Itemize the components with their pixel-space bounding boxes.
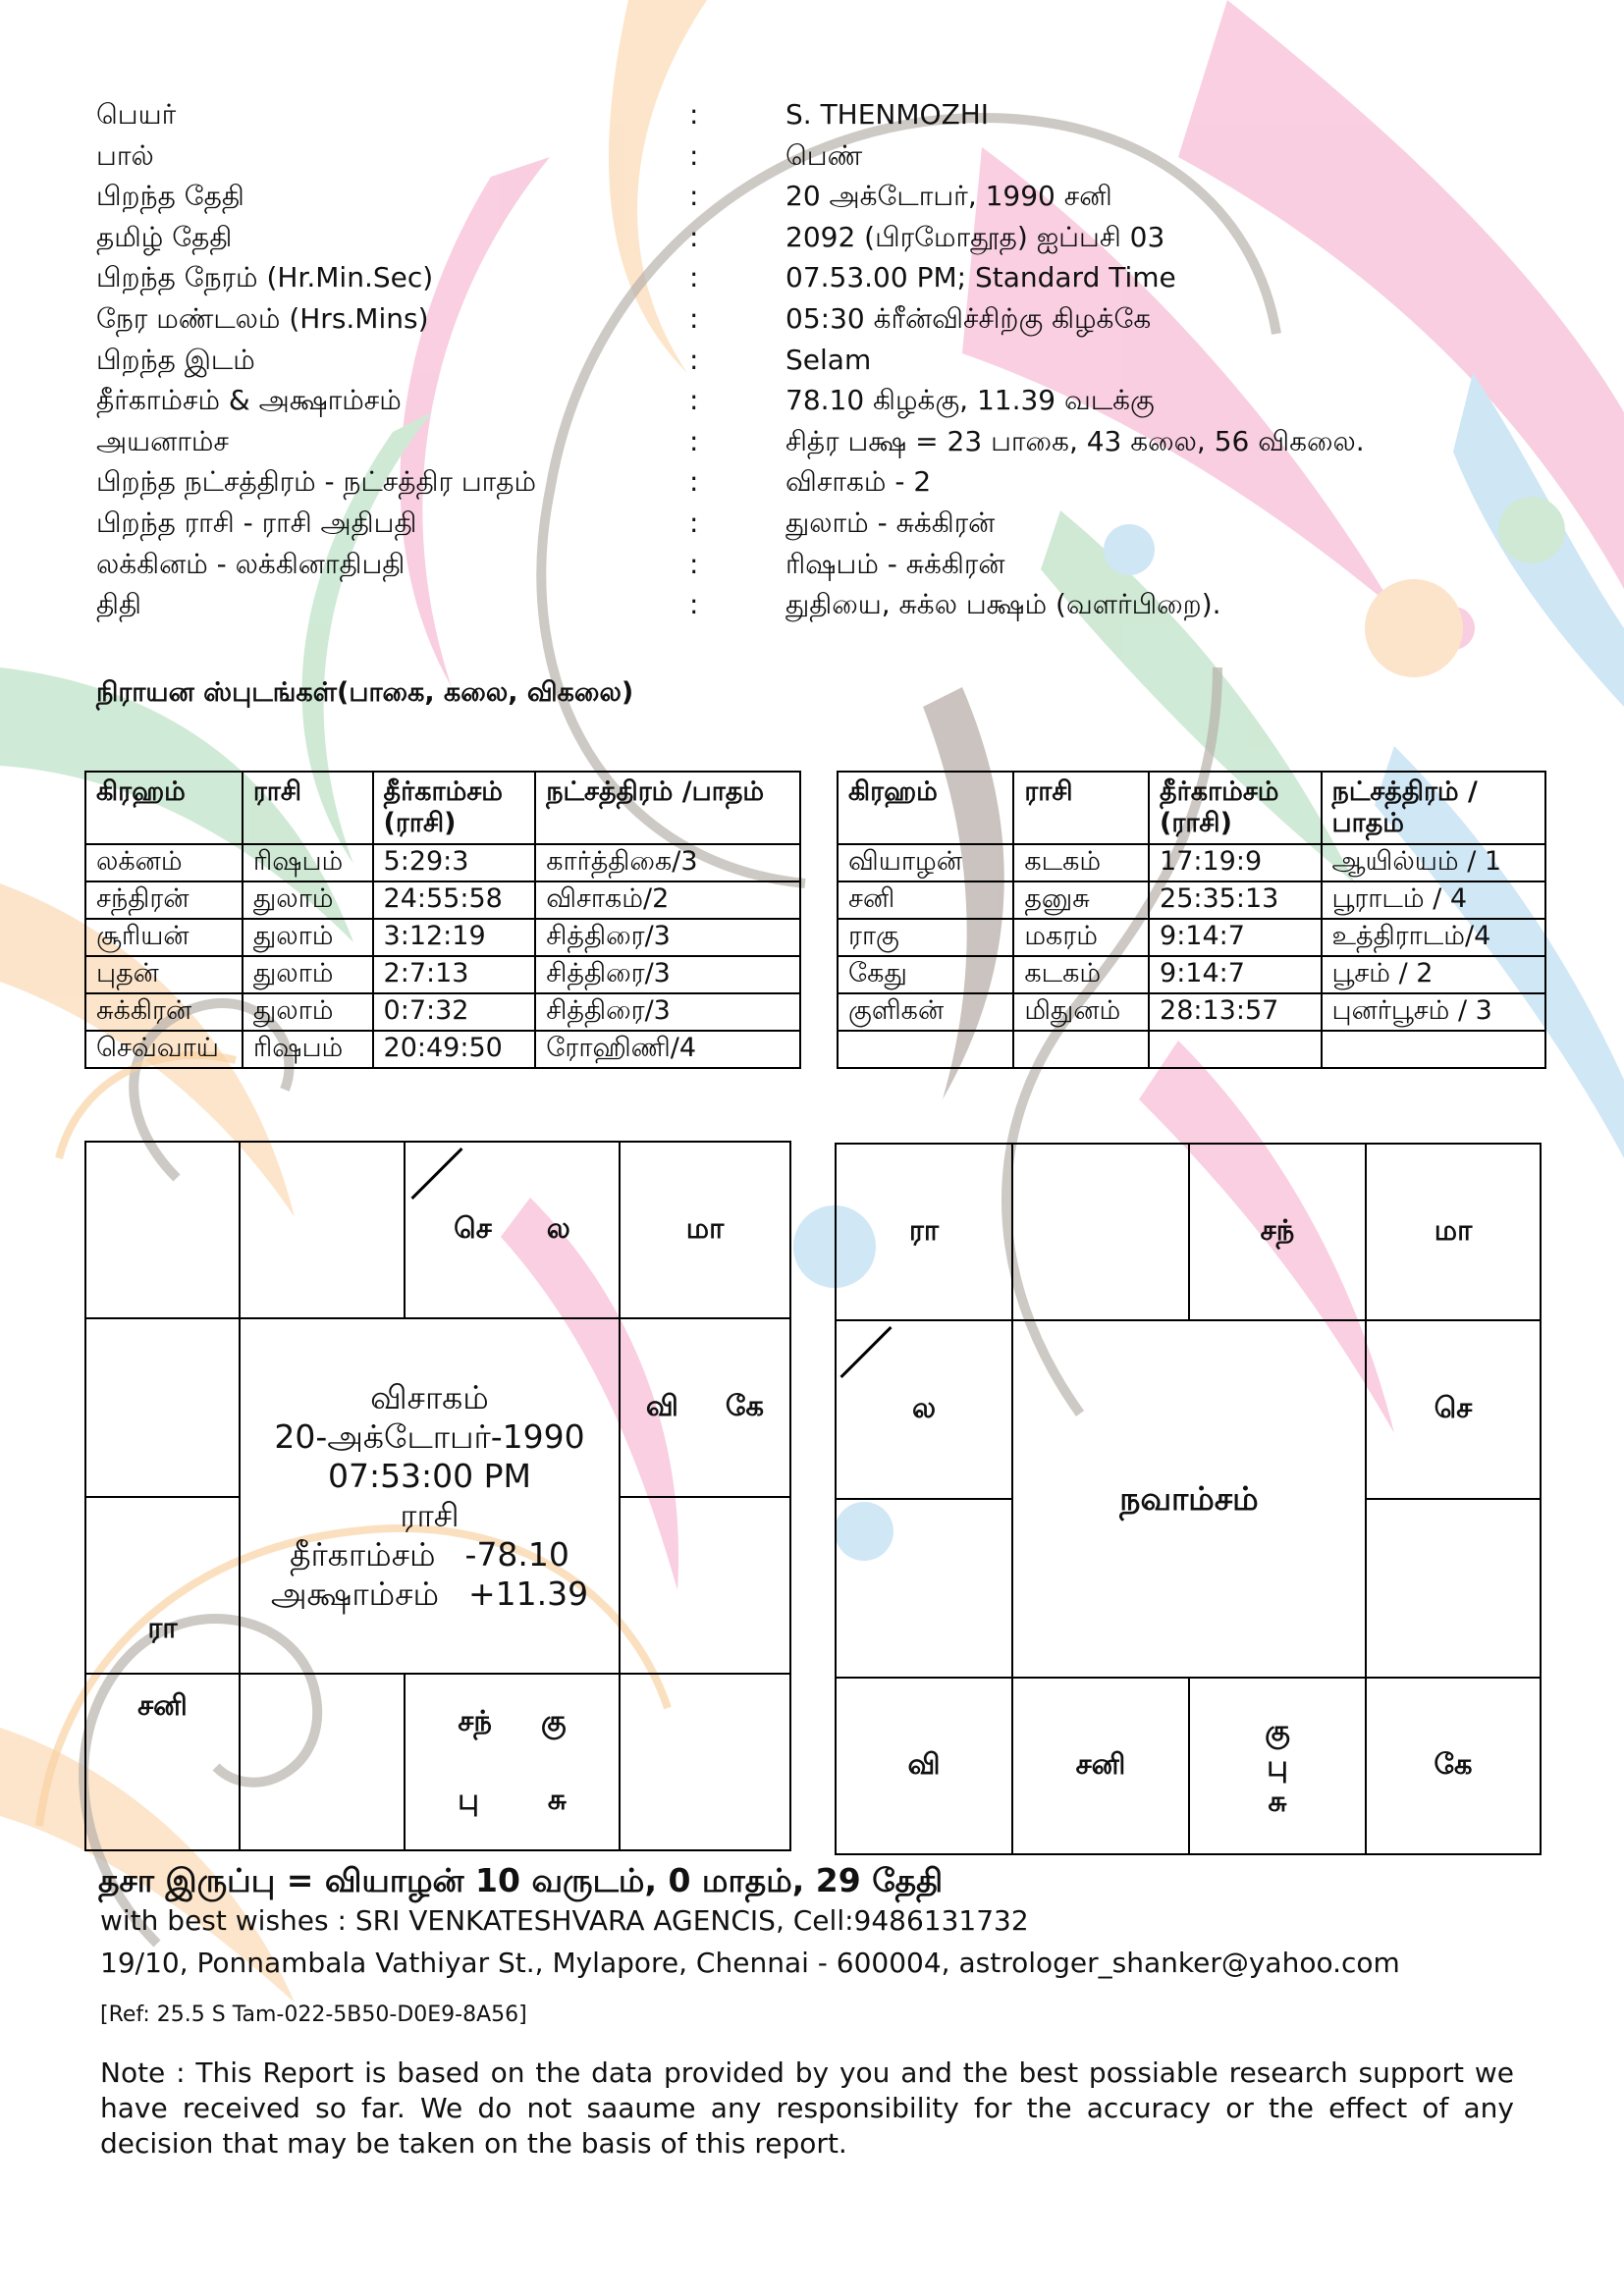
table-cell: புதன் (85, 956, 243, 993)
table-cell: 5:29:3 (373, 844, 536, 881)
detail-label: பிறந்த நேரம் (Hr.Min.Sec) (96, 261, 434, 294)
table-cell: தனுசு (1013, 881, 1149, 919)
navamsa-house-5 (835, 1319, 1013, 1500)
planet-label: ல (546, 1211, 570, 1245)
table-row (838, 919, 1545, 956)
table-cell: கார்த்திகை/3 (535, 844, 800, 881)
table-row (838, 881, 1545, 919)
table-row (85, 1031, 800, 1068)
rasi-house-tula (404, 1673, 621, 1851)
table-cell: விசாகம்/2 (535, 881, 800, 919)
detail-value: துலாம் - சுக்கிரன் (785, 506, 996, 539)
detail-value: துதியை, சுக்ல பக்ஷம் (வளர்பிறை). (785, 588, 1221, 621)
navamsa-house-3 (1188, 1143, 1367, 1321)
detail-label: பிறந்த தேதி (96, 180, 244, 213)
detail-row (96, 298, 1471, 340)
navamsa-house-4 (1365, 1143, 1542, 1321)
lagna-marker (839, 1326, 892, 1378)
detail-separator: : (689, 547, 699, 580)
disclaimer-note: Note : This Report is based on the data provided by you and the best possiable research support we have received so far. We do not saaume any responsibility for the accuracy or the effect of any decision that may be taken on the basis of this report. (100, 2056, 1514, 2160)
table-cell: கடகம் (1013, 956, 1149, 993)
detail-row (96, 217, 1471, 258)
rasi-house-kanya (619, 1673, 791, 1851)
detail-label: பிறந்த ராசி - ராசி அதிபதி (96, 506, 417, 539)
table-cell: துலாம் (243, 881, 373, 919)
table-cell: 0:7:32 (373, 993, 536, 1031)
col-graham: கிரஹம் (838, 772, 1013, 844)
table-cell: ரிஷபம் (243, 1031, 373, 1068)
table-cell: ரிஷபம் (243, 844, 373, 881)
table-cell (1149, 1031, 1321, 1068)
detail-row (96, 503, 1471, 544)
table-cell: 28:13:57 (1149, 993, 1321, 1031)
detail-value: சித்ர பக்ஷ = 23 பாகை, 43 கலை, 56 விகலை. (785, 424, 1365, 457)
detail-label: தமிழ் தேதி (96, 220, 233, 253)
detail-separator: : (689, 424, 699, 457)
planet-label: ரா (908, 1213, 940, 1247)
table-cell: சந்திரன் (85, 881, 243, 919)
detail-value: ரிஷபம் - சுக்கிரன் (785, 547, 1005, 580)
detail-label: திதி (96, 588, 141, 621)
rasi-house-rishaba (404, 1141, 621, 1319)
table-cell: துலாம் (243, 919, 373, 956)
col-graham: கிரஹம் (85, 772, 243, 844)
latitude-label: அக்ஷாம்சம் (270, 1575, 440, 1613)
table-cell: சித்திரை/3 (535, 956, 800, 993)
detail-label: லக்கினம் - லக்கினாதிபதி (96, 547, 406, 580)
table-cell: உத்திராடம்/4 (1322, 919, 1545, 956)
table-cell: ரோஹிணி/4 (535, 1031, 800, 1068)
table-cell: கடகம் (1013, 844, 1149, 881)
col-degree: தீர்காம்சம் (ராசி) (373, 772, 536, 844)
latitude-value: +11.39 (468, 1575, 589, 1613)
detail-separator: : (689, 506, 699, 539)
table-cell: 9:14:7 (1149, 919, 1321, 956)
col-degree: தீர்காம்சம் (ராசி) (1149, 772, 1321, 844)
detail-row (96, 461, 1471, 503)
navamsa-house-8 (1365, 1498, 1542, 1679)
detail-label: அயனாம்ச (96, 424, 229, 457)
col-star: நட்சத்திரம் /பாதம் (535, 772, 800, 844)
navamsa-chart-center (1011, 1319, 1367, 1679)
planet-label: சந் (458, 1704, 493, 1737)
rasi-house-mithuna (619, 1141, 791, 1319)
rasi-chart (84, 1141, 791, 1851)
rasi-house-kataka (619, 1317, 791, 1498)
detail-separator: : (689, 261, 699, 294)
planet-label: மா (685, 1211, 725, 1245)
detail-separator: : (689, 138, 699, 172)
detail-row (96, 544, 1471, 585)
detail-separator: : (689, 180, 699, 213)
planet-label: கு (1265, 1714, 1290, 1747)
navamsa-house-1 (835, 1143, 1013, 1321)
detail-label: பிறந்த இடம் (96, 343, 255, 376)
table-cell: ஆயில்யம் / 1 (1322, 844, 1545, 881)
detail-value: 05:30 க்ரீன்விச்சிற்கு கிழக்கே (785, 301, 1152, 335)
planet-table-left (84, 771, 801, 1069)
table-row (838, 1031, 1545, 1068)
table-cell: புனர்பூசம் / 3 (1322, 993, 1545, 1031)
navamsa-house-7 (835, 1498, 1013, 1679)
table-cell: பூராடம் / 4 (1322, 881, 1545, 919)
planet-table-right (837, 771, 1546, 1069)
center-type: ராசி (400, 1496, 460, 1534)
col-star: நட்சத்திரம் /பாதம் (1322, 772, 1545, 844)
rasi-chart-center (239, 1317, 621, 1675)
table-cell: துலாம் (243, 956, 373, 993)
detail-separator: : (689, 343, 699, 376)
table-cell: 25:35:13 (1149, 881, 1321, 919)
planet-label: மா (1434, 1213, 1473, 1247)
table-row (838, 956, 1545, 993)
table-cell: சூரியன் (85, 919, 243, 956)
detail-value: Selam (785, 343, 872, 376)
planet-label: ரா (147, 1611, 178, 1644)
table-row (85, 881, 800, 919)
planet-label: பு (458, 1783, 479, 1816)
detail-value: விசாகம் - 2 (785, 465, 932, 499)
table-row (85, 844, 800, 881)
navamsa-house-13 (835, 1677, 1013, 1855)
table-row (85, 919, 800, 956)
planet-label: செ (454, 1211, 492, 1245)
table-cell: மிதுனம் (1013, 993, 1149, 1031)
planet-label: பு (1267, 1749, 1288, 1783)
planet-label: செ (1434, 1391, 1473, 1424)
table-cell: சுக்கிரன் (85, 993, 243, 1031)
reference-code: [Ref: 25.5 S Tam-022-5B50-D0E9-8A56] (100, 2002, 527, 2027)
rasi-house-meena (84, 1141, 241, 1319)
navamsa-chart (835, 1143, 1542, 1855)
longitude-value: -78.10 (464, 1535, 569, 1574)
detail-row (96, 421, 1471, 462)
planet-label: சனி (1075, 1747, 1126, 1781)
lagna-marker (410, 1148, 462, 1200)
rasi-house-dhanus (84, 1673, 241, 1851)
table-cell: செவ்வாய் (85, 1031, 243, 1068)
detail-value: S. THENMOZHI (785, 98, 990, 131)
detail-label: பெயர் (96, 98, 177, 131)
rasi-house-vrischika (239, 1673, 406, 1851)
detail-value: 2092 (பிரமோதூத) ஐப்பசி 03 (785, 220, 1165, 253)
table-cell: சித்திரை/3 (535, 993, 800, 1031)
rasi-house-kumbha (84, 1317, 241, 1498)
center-date: 20-அக்டோபர்-1990 (274, 1417, 585, 1456)
detail-separator: : (689, 301, 699, 335)
detail-separator: : (689, 98, 699, 131)
detail-separator: : (689, 588, 699, 621)
detail-row (96, 340, 1471, 381)
table-cell (838, 1031, 1013, 1068)
detail-separator: : (689, 465, 699, 499)
table-cell: 2:7:13 (373, 956, 536, 993)
planet-label: வி (645, 1389, 678, 1422)
detail-row (96, 176, 1471, 217)
detail-row (96, 135, 1471, 177)
navamsa-house-16 (1365, 1677, 1542, 1855)
table-cell: வியாழன் (838, 844, 1013, 881)
planet-label: கு (541, 1704, 567, 1737)
table-cell: 24:55:58 (373, 881, 536, 919)
table-cell: கேது (838, 956, 1013, 993)
table-cell: 3:12:19 (373, 919, 536, 956)
table-header-row (85, 772, 800, 844)
table-cell: 20:49:50 (373, 1031, 536, 1068)
planet-label: சு (1268, 1785, 1287, 1818)
table-row (838, 844, 1545, 881)
navamsa-house-2 (1011, 1143, 1190, 1321)
table-cell: லக்னம் (85, 844, 243, 881)
table-cell: ராகு (838, 919, 1013, 956)
niryana-heading: நிராயன ஸ்புடங்கள்(பாகை, கலை, விகலை) (96, 677, 634, 708)
table-cell (1013, 1031, 1149, 1068)
detail-value: 78.10 கிழக்கு, 11.39 வடக்கு (785, 384, 1155, 417)
planet-label: ல (911, 1391, 937, 1424)
detail-value: 20 அக்டோபர், 1990 சனி (785, 180, 1112, 213)
rasi-house-mesha (239, 1141, 406, 1319)
dasa-balance: தசா இருப்பு = வியாழன் 10 வருடம், 0 மாதம், 29 தேதி (98, 1861, 944, 1899)
table-cell: சனி (838, 881, 1013, 919)
detail-separator: : (689, 384, 699, 417)
detail-label: பிறந்த நட்சத்திரம் - நட்சத்திர பாதம் (96, 465, 537, 499)
table-cell (1322, 1031, 1545, 1068)
rasi-house-makara (84, 1496, 241, 1675)
col-rasi: ராசி (1013, 772, 1149, 844)
detail-row (96, 257, 1471, 298)
table-cell: மகரம் (1013, 919, 1149, 956)
longitude-label: தீர்காம்சம் (290, 1535, 436, 1574)
table-cell: 9:14:7 (1149, 956, 1321, 993)
detail-label: பால் (96, 138, 154, 172)
table-row (838, 993, 1545, 1031)
table-row (85, 993, 800, 1031)
detail-row (96, 584, 1471, 625)
navamsa-house-6 (1365, 1319, 1542, 1500)
planet-label: சு (547, 1783, 567, 1816)
table-cell: குளிகன் (838, 993, 1013, 1031)
detail-row (96, 380, 1471, 421)
detail-separator: : (689, 220, 699, 253)
table-cell: 17:19:9 (1149, 844, 1321, 881)
center-title: நவாம்சம் (1119, 1479, 1259, 1518)
planet-label: சனி (137, 1688, 188, 1722)
center-longitude (290, 1535, 569, 1575)
col-rasi: ராசி (243, 772, 373, 844)
birth-details (96, 94, 1471, 625)
detail-label: தீர்காம்சம் & அக்ஷாம்சம் (96, 384, 402, 417)
detail-value: 07.53.00 PM; Standard Time (785, 261, 1176, 294)
detail-label: நேர மண்டலம் (Hrs.Mins) (96, 301, 429, 335)
detail-row (96, 94, 1471, 135)
table-row (85, 956, 800, 993)
center-star: விசாகம் (370, 1378, 489, 1416)
navamsa-house-15 (1188, 1677, 1367, 1855)
detail-value: பெண் (785, 138, 863, 172)
center-latitude (271, 1575, 588, 1614)
rasi-house-simha (619, 1496, 791, 1675)
address-line: 19/10, Ponnambala Vathiyar St., Mylapore, Chennai - 600004, astrologer_shanker@yahoo.com (100, 1947, 1400, 1979)
table-header-row (838, 772, 1545, 844)
table-cell: துலாம் (243, 993, 373, 1031)
planet-label: கே (725, 1389, 765, 1422)
table-cell: சித்திரை/3 (535, 919, 800, 956)
planet-label: சந் (1260, 1213, 1295, 1247)
navamsa-house-14 (1011, 1677, 1190, 1855)
wishes-line: with best wishes : SRI VENKATESHVARA AGENCIS, Cell:9486131732 (100, 1904, 1029, 1937)
center-time: 07:53:00 PM (327, 1457, 532, 1495)
planet-label: கே (1434, 1747, 1473, 1781)
planet-label: வி (907, 1747, 941, 1781)
table-cell: பூசம் / 2 (1322, 956, 1545, 993)
